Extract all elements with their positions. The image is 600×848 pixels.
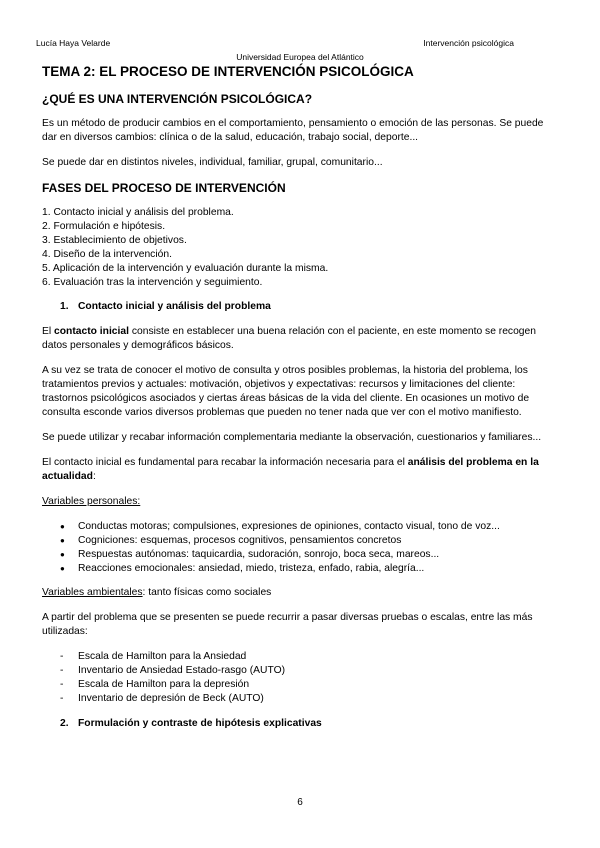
subheading-contact: [60, 300, 558, 314]
list-item: - Escala de Hamilton para la Ansiedad: [60, 650, 558, 664]
header-university: Universidad Europea del Atlántico: [236, 52, 364, 62]
subheading-title: Formulación y contraste de hipótesis explicativas: [78, 718, 322, 729]
scales-list: [42, 650, 558, 706]
page-title: TEMA 2: EL PROCESO DE INTERVENCIÓN PSICOLÓGICA: [42, 64, 414, 79]
phase-item: 6. Evaluación tras la intervención y seguimiento.: [42, 277, 263, 288]
phase-item: 1. Contacto inicial y análisis del problema.: [42, 207, 234, 218]
list-item: ● Reacciones emocionales: ansiedad, miedo, tristeza, enfado, rabia, alegría...: [60, 562, 558, 576]
phase-item: 5. Aplicación de la intervención y evaluación durante la misma.: [42, 263, 329, 274]
text-run: consiste en establecer una buena relación con el paciente, en este momento se recogen datos personales y demográficos básicos.: [42, 326, 536, 351]
paragraph-complementary: Se puede utilizar y recabar información complementaria mediante la observación, cuestionarios y familiares...: [42, 432, 542, 443]
list-item: - Inventario de depresión de Beck (AUTO): [60, 692, 558, 706]
paragraph-analysis: [42, 456, 558, 484]
list-item: ● Cogniciones: esquemas, procesos cognitivos, pensamientos concretos: [60, 534, 558, 548]
subheading-hypothesis: [60, 717, 558, 731]
phases-list: [42, 206, 558, 290]
label-environmental-variables: Variables ambientales: [42, 587, 143, 598]
phase-item: 2. Formulación e hipótesis.: [42, 221, 166, 232]
paragraph-environmental-variables: [42, 586, 558, 600]
list-item: ● Respuestas autónomas: taquicardia, sudoración, sonrojo, boca seca, mareos...: [60, 548, 558, 562]
personal-variables-list: [42, 520, 558, 576]
document-body: [42, 64, 558, 742]
subheading-number: 1.: [60, 301, 69, 312]
paragraph-definition: Es un método de producir cambios en el comportamiento, pensamiento o emoción de las personas. Se puede dar en diversos cambios: clínica o de la salud, educación, trabajo social, deporte...: [42, 118, 544, 143]
paragraph-contact-initial: [42, 325, 558, 353]
text-run: El contacto inicial es fundamental para recabar la información necesaria para el: [42, 457, 408, 468]
header-subject: Intervención psicológica: [423, 38, 514, 48]
text-run: El: [42, 326, 55, 337]
page-number: 6: [297, 797, 303, 808]
section-heading-phases: FASES DEL PROCESO DE INTERVENCIÓN: [42, 181, 286, 195]
header-author: Lucía Haya Velarde: [36, 38, 111, 48]
subheading-title: Contacto inicial y análisis del problema: [78, 301, 271, 312]
paragraph-levels: Se puede dar en distintos niveles, individual, familiar, grupal, comunitario...: [42, 157, 383, 168]
bold-term: contacto inicial: [54, 326, 129, 337]
section-heading-what-is: ¿QUÉ ES UNA INTERVENCIÓN PSICOLÓGICA?: [42, 92, 313, 106]
bold-term: análisis del problema en la actualidad: [42, 457, 539, 482]
list-item: ● Conductas motoras; compulsiones, expresiones de opiniones, contacto visual, tono de voz...: [60, 520, 558, 534]
list-item: - Inventario de Ansiedad Estado-rasgo (AUTO): [60, 664, 558, 678]
paragraph-consultation: A su vez se trata de conocer el motivo de consulta y otros posibles problemas, la historia del problema, los tratamientos previos y actuales: motivación, objetivos y expectativas: recursos y limitaciones del cliente: trastornos psicológicos asociados y ciertas áreas básicas de la vida del cliente. En ocasiones un motivo de consulta esconde varios diversos problemas que pueden no tener nada que ver con el motivo manifiesto.: [42, 365, 530, 418]
text-run: : tanto físicas como sociales: [142, 587, 272, 598]
paragraph-scales-intro: A partir del problema que se presenten se puede recurrir a pasar diversas pruebas o escalas, entre las más utilizadas:: [42, 612, 533, 637]
label-personal-variables: Variables personales:: [42, 496, 141, 507]
phase-item: 3. Establecimiento de objetivos.: [42, 235, 187, 246]
text-run: :: [92, 471, 96, 482]
phase-item: 4. Diseño de la intervención.: [42, 249, 172, 260]
list-item: - Escala de Hamilton para la depresión: [60, 678, 558, 692]
subheading-number: 2.: [60, 718, 69, 729]
